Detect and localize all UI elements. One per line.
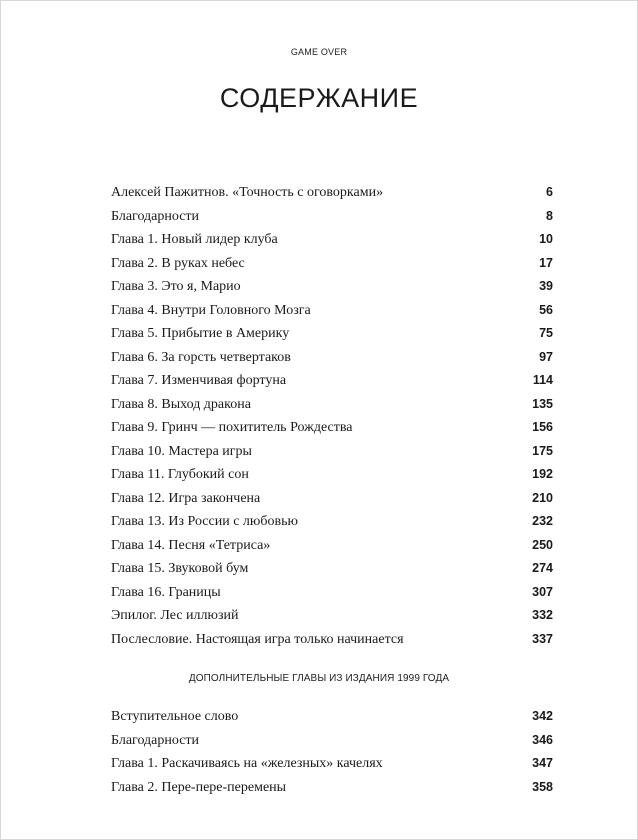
toc-entry-page-number: 274 — [532, 561, 553, 575]
toc-entry — [111, 752, 553, 776]
toc-entry — [111, 581, 553, 605]
toc-entry-title: Глава 2. В руках небес — [111, 255, 245, 271]
toc-entry-page-number: 342 — [532, 709, 553, 723]
toc-entry-title: Эпилог. Лес иллюзий — [111, 608, 239, 623]
toc-entry-page-number: 39 — [539, 279, 553, 293]
toc-entry-title: Глава 13. Из России с любовью — [111, 514, 298, 529]
toc-entry — [111, 275, 553, 299]
toc-entry-page-number: 250 — [532, 537, 553, 552]
toc-entry — [111, 205, 553, 229]
toc-entry-title: Глава 1. Новый лидер клуба — [111, 232, 278, 247]
toc-entry-page-number: 97 — [539, 349, 553, 364]
toc-entry-page-number: 75 — [539, 326, 553, 340]
toc-entry-title: Благодарности — [111, 208, 200, 224]
toc-entry — [111, 776, 553, 800]
toc-entry-page-number: 347 — [532, 756, 553, 770]
toc-entry-page-number: 8 — [546, 208, 553, 223]
toc-entry-title: Послесловие. Настоящая игра только начинается — [111, 631, 404, 647]
toc-entry — [111, 228, 553, 252]
toc-entry-title: Глава 3. Это я, Марио — [111, 279, 241, 294]
toc-entry — [111, 416, 553, 440]
toc-entry — [111, 463, 553, 487]
toc-entry-page-number: 114 — [532, 373, 553, 387]
toc-entry-title: Глава 16. Границы — [111, 584, 221, 600]
running-head: GAME OVER — [290, 47, 348, 57]
toc-entry — [111, 729, 553, 753]
toc-entry — [111, 181, 553, 205]
toc-entry-page-number: 307 — [532, 584, 553, 599]
toc-entry-title: Алексей Пажитнов. «Точность с оговорками» — [111, 185, 384, 200]
page-title: СОДЕРЖАНИЕ — [219, 83, 419, 113]
toc-entry-title: Глава 2. Пере-пере-перемены — [111, 779, 287, 795]
toc-entry-title: Глава 12. Игра закончена — [111, 490, 261, 506]
toc-entry — [111, 346, 553, 370]
toc-entry-title: Глава 10. Мастера игры — [111, 443, 252, 459]
toc-entry — [111, 628, 553, 652]
toc-entry-title: Глава 4. Внутри Головного Мозга — [111, 302, 311, 318]
toc-entry-title: Глава 8. Выход дракона — [111, 396, 251, 412]
toc-entry-title: Благодарности — [111, 732, 200, 748]
toc-entry-page-number: 175 — [532, 443, 553, 458]
toc-entry-page-number: 346 — [532, 732, 553, 747]
toc-entry-page-number: 332 — [532, 608, 553, 622]
toc-entry-page-number: 135 — [532, 396, 553, 411]
toc-entry-page-number: 6 — [546, 185, 553, 199]
toc-entry — [111, 510, 553, 534]
toc-entry — [111, 705, 553, 729]
toc-entry — [111, 369, 553, 393]
toc-entry — [111, 299, 553, 323]
toc-entry-page-number: 192 — [532, 467, 553, 481]
toc-entry-page-number: 156 — [532, 420, 553, 434]
toc-entry — [111, 557, 553, 581]
toc-entry-title: Глава 6. За горсть четвертаков — [111, 349, 291, 365]
toc-entry-page-number: 337 — [532, 631, 553, 646]
toc-entry-title: Глава 11. Глубокий сон — [111, 467, 249, 482]
toc-entry-title: Глава 5. Прибытие в Америку — [111, 326, 290, 341]
toc-entry-title: Глава 14. Песня «Тетриса» — [111, 537, 271, 553]
toc-entry-page-number: 17 — [539, 255, 553, 270]
toc-entry — [111, 322, 553, 346]
toc-entry-page-number: 358 — [532, 779, 553, 794]
toc-entry-page-number: 10 — [539, 232, 553, 246]
toc-entry — [111, 393, 553, 417]
toc-entry-page-number: 56 — [539, 302, 553, 317]
toc-entry — [111, 487, 553, 511]
toc-entry — [111, 252, 553, 276]
toc-entry-title: Глава 7. Изменчивая фортуна — [111, 373, 287, 388]
toc-entry-title: Глава 1. Раскачиваясь на «железных» качелях — [111, 756, 383, 771]
extra-chapters-heading: ДОПОЛНИТЕЛЬНЫЕ ГЛАВЫ ИЗ ИЗДАНИЯ 1999 ГОДА — [188, 673, 450, 684]
toc-entry-page-number: 210 — [532, 490, 553, 505]
toc-entry-title: Глава 9. Гринч — похититель Рождества — [111, 420, 353, 435]
toc-entry-title: Глава 15. Звуковой бум — [111, 561, 249, 576]
toc-entry-title: Вступительное слово — [111, 709, 239, 724]
toc-entry — [111, 604, 553, 628]
toc-entry — [111, 534, 553, 558]
extra-table-of-contents — [111, 705, 553, 799]
toc-entry — [111, 440, 553, 464]
table-of-contents — [111, 181, 553, 651]
toc-entry-page-number: 232 — [532, 514, 553, 528]
